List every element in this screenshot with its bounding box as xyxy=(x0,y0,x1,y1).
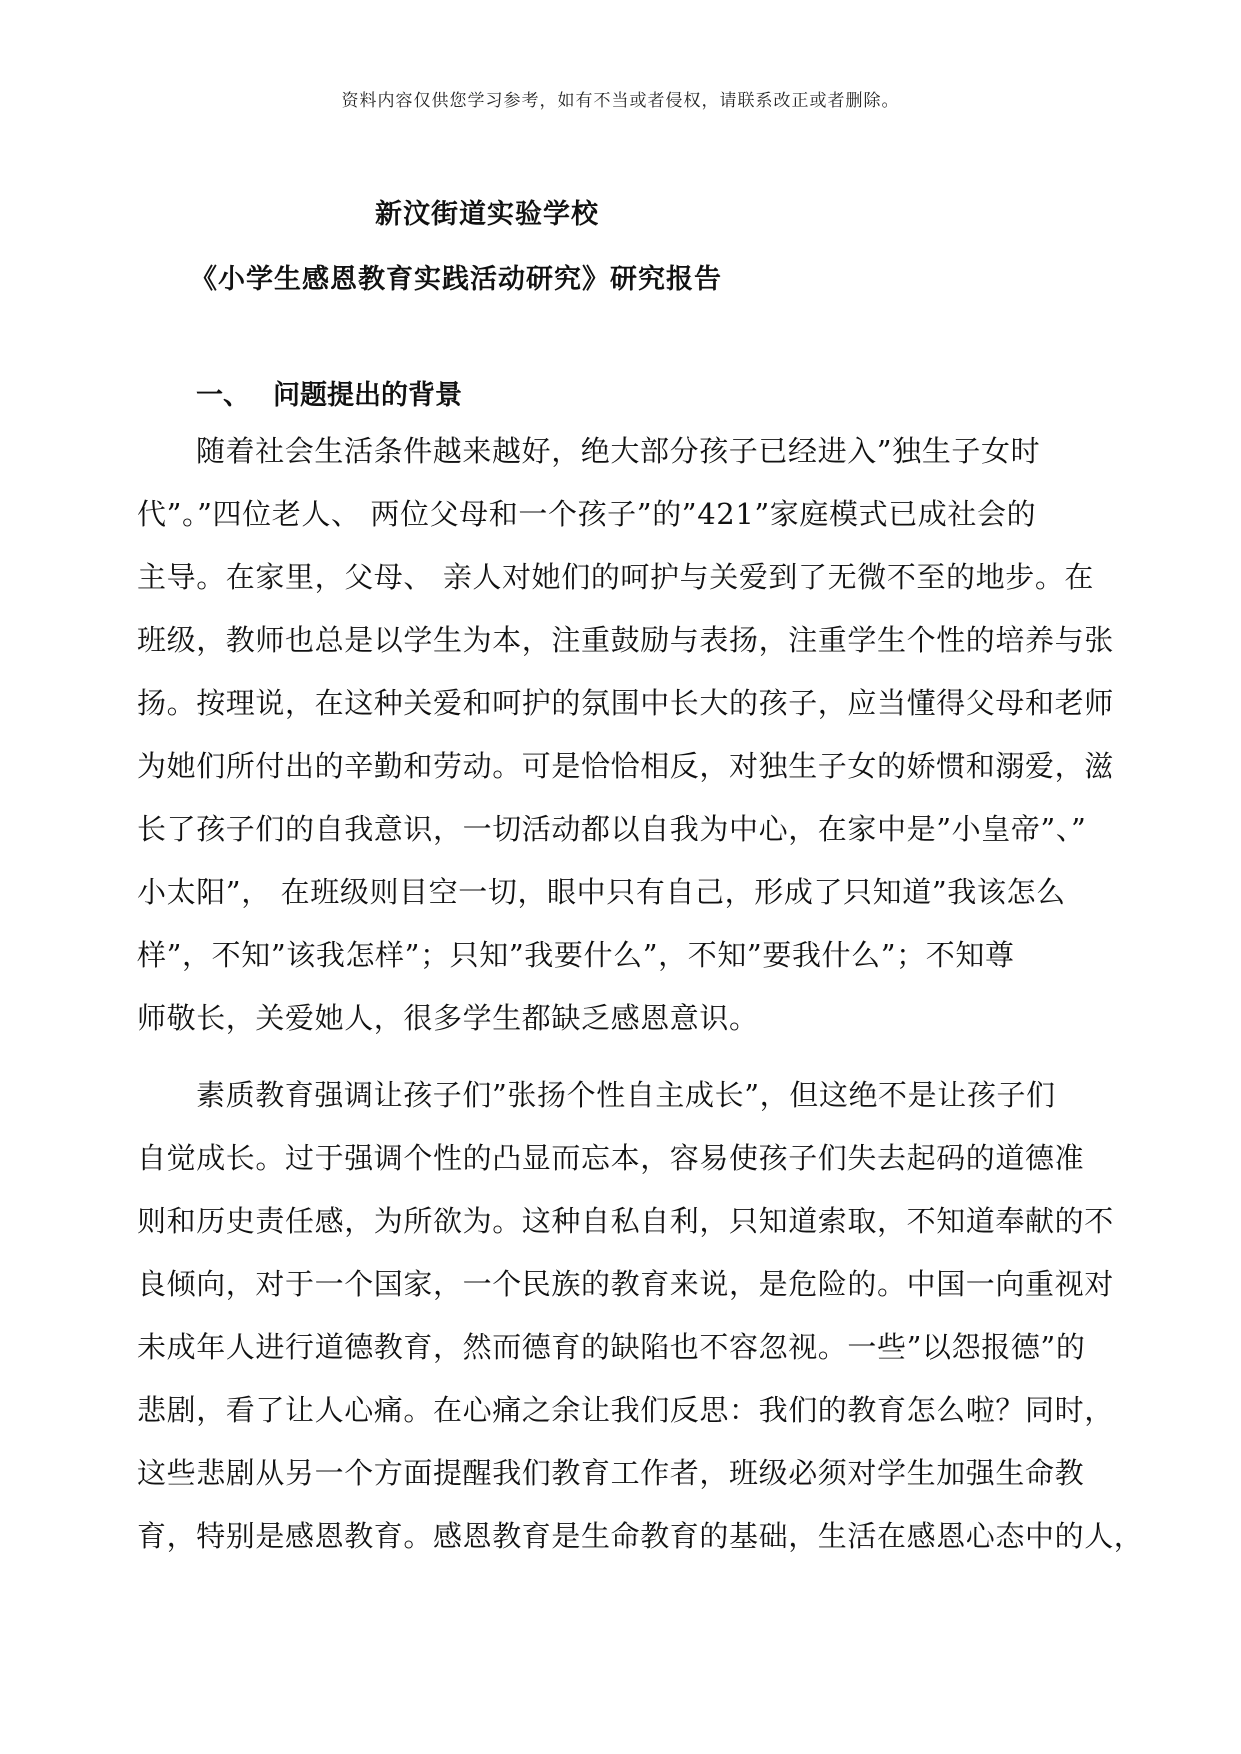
paragraph-1-line-5: 扬。按理说，在这种关爱和呵护的氛围中长大的孩子，应当懂得父母和老师 xyxy=(137,686,1114,720)
paragraph-2-line-1: 素质教育强调让孩子们”张扬个性自主成长”，但这绝不是让孩子们 xyxy=(196,1078,1056,1112)
paragraph-2-line-2: 自觉成长。过于强调个性的凸显而忘本，容易使孩子们失去起码的道德准 xyxy=(137,1141,1085,1175)
paragraph-2-line-7: 这些悲剧从另一个方面提醒我们教育工作者，班级必须对学生加强生命教 xyxy=(137,1456,1085,1490)
header-disclaimer: 资料内容仅供您学习参考，如有不当或者侵权，请联系改正或者删除。 xyxy=(341,91,900,111)
paragraph-1-line-3: 主导。在家里，父母、 亲人对她们的呵护与关爱到了无微不至的地步。在 xyxy=(137,560,1095,594)
paragraph-1-line-9: 样”，不知”该我怎样”；只知”我要什么”，不知”要我什么”；不知尊 xyxy=(137,938,1015,972)
paragraph-2-line-6: 悲剧，看了让人心痛。在心痛之余让我们反思：我们的教育怎么啦？同时， xyxy=(137,1393,1114,1427)
paragraph-1-line-8: 小太阳”， 在班级则目空一切，眼中只有自己，形成了只知道”我该怎么 xyxy=(137,875,1066,909)
paragraph-2-line-8: 育，特别是感恩教育。感恩教育是生命教育的基础，生活在感恩心态中的人， xyxy=(137,1519,1144,1553)
paragraph-1-line-4: 班级，教师也总是以学生为本，注重鼓励与表扬，注重学生个性的培养与张 xyxy=(137,623,1114,657)
paragraph-1-line-2: 代”。”四位老人、 两位父母和一个孩子”的”421”家庭模式已成社会的 xyxy=(137,497,1037,531)
paragraph-2-line-3: 则和历史责任感，为所欲为。这种自私自利，只知道索取，不知道奉献的不 xyxy=(137,1204,1114,1238)
paragraph-1-line-10: 师敬长，关爱她人，很多学生都缺乏感恩意识。 xyxy=(137,1001,759,1035)
paragraph-2-line-5: 未成年人进行道德教育，然而德育的缺陷也不容忽视。一些”以怨报德”的 xyxy=(137,1330,1086,1364)
section-title: 问题提出的背景 xyxy=(273,380,462,411)
section-number: 一、 xyxy=(196,380,250,411)
paragraph-1-line-7: 长了孩子们的自我意识，一切活动都以自我为中心，在家中是”小皇帝”、” xyxy=(137,812,1087,846)
report-title: 《小学生感恩教育实践活动研究》研究报告 xyxy=(190,264,722,295)
paragraph-2-line-4: 良倾向，对于一个国家，一个民族的教育来说，是危险的。中国一向重视对 xyxy=(137,1267,1114,1301)
paragraph-1-line-6: 为她们所付出的辛勤和劳动。可是恰恰相反，对独生子女的娇惯和溺爱，滋 xyxy=(137,749,1114,783)
section-heading xyxy=(196,373,462,412)
paragraph-1-line-1: 随着社会生活条件越来越好，绝大部分孩子已经进入”独生子女时 xyxy=(196,434,1041,468)
school-title: 新汶街道实验学校 xyxy=(375,199,599,230)
